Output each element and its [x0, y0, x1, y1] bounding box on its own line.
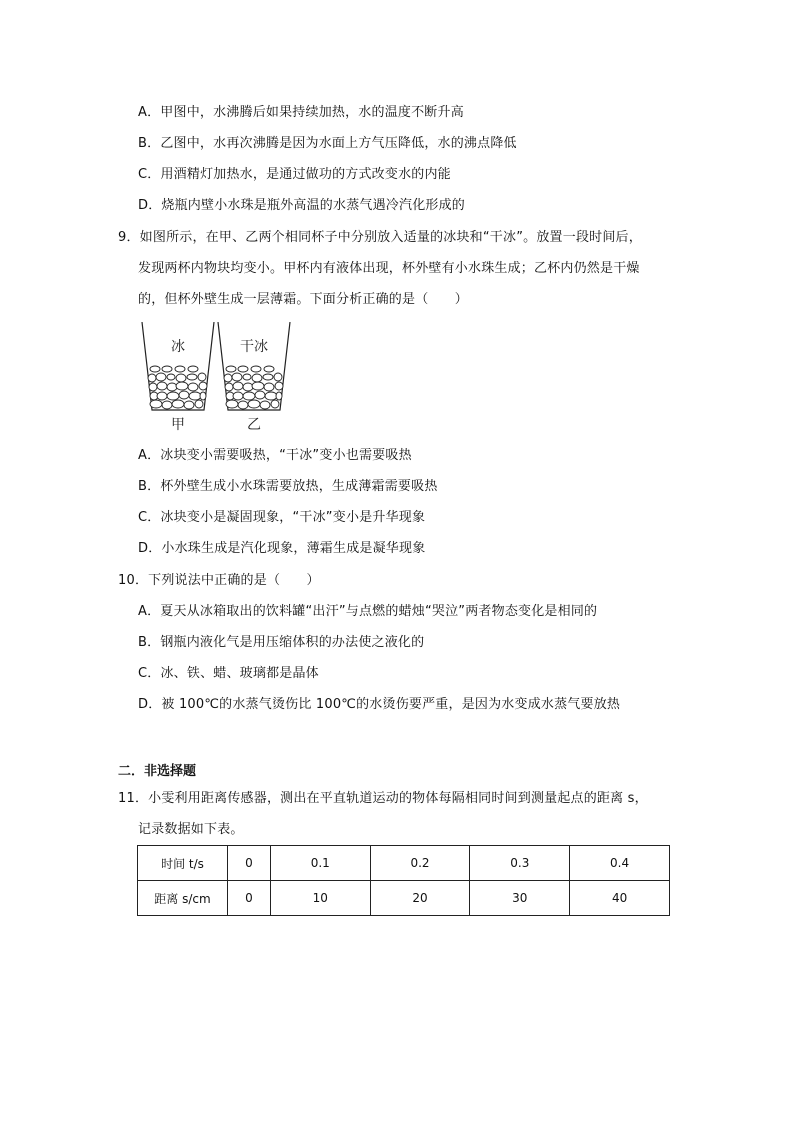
cup1-name: 甲	[171, 416, 185, 432]
table-cell: 30	[470, 881, 570, 916]
q10-stem: 10．下列说法中正确的是（ ）	[118, 573, 320, 588]
table-cell: 0.3	[470, 846, 570, 881]
table-row	[138, 846, 670, 881]
q8-option-b: B．乙图中，水再次沸腾是因为水面上方气压降低，水的沸点降低	[138, 136, 517, 151]
q11-stem-line1: 11．小雯利用距离传感器，测出在平直轨道运动的物体每隔相同时间到测量起点的距离 s，	[118, 791, 648, 806]
table-cell: 0.4	[570, 846, 670, 881]
q9-option-b: B．杯外壁生成小水珠需要放热，生成薄霜需要吸热	[138, 479, 438, 494]
cup-yi	[218, 322, 290, 432]
q9-option-d: D．小水珠生成是汽化现象，薄霜生成是凝华现象	[138, 541, 426, 556]
table-header-distance: 距离 s/cm	[138, 881, 228, 916]
q8-option-a: A．甲图中，水沸腾后如果持续加热，水的温度不断升高	[138, 105, 464, 120]
data-table	[137, 845, 670, 916]
q9-option-c: C．冰块变小是凝固现象，“干冰”变小是升华现象	[138, 510, 426, 525]
table-cell: 40	[570, 881, 670, 916]
q10-option-d: D．被 100℃的水蒸气烫伤比 100℃的水烫伤要严重，是因为水变成水蒸气要放热	[138, 697, 621, 712]
q9-stem-line2: 发现两杯内物块均变小。甲杯内有液体出现，杯外壁有小水珠生成；乙杯内仍然是干燥	[138, 261, 640, 276]
q9-option-a: A．冰块变小需要吸热，“干冰”变小也需要吸热	[138, 448, 412, 463]
table-cell: 0.1	[270, 846, 370, 881]
cup-jia	[142, 322, 214, 432]
table-cell: 10	[270, 881, 370, 916]
section-title: 二．非选择题	[118, 764, 197, 779]
cup2-name: 乙	[247, 416, 261, 432]
cup1-label: 冰	[171, 338, 185, 354]
q10-option-b: B．钢瓶内液化气是用压缩体积的办法使之液化的	[138, 635, 425, 650]
q10-option-c: C．冰、铁、蜡、玻璃都是晶体	[138, 666, 319, 681]
table-cell: 0	[228, 881, 271, 916]
table-cell: 20	[370, 881, 470, 916]
q8-option-c: C．用酒精灯加热水，是通过做功的方式改变水的内能	[138, 167, 451, 182]
q11-stem-line2: 记录数据如下表。	[138, 822, 244, 837]
table-cell: 0.2	[370, 846, 470, 881]
cups-figure	[140, 322, 300, 434]
table-row	[138, 881, 670, 916]
cup2-label: 干冰	[240, 338, 268, 354]
q9-stem-line3: 的，但杯外壁生成一层薄霜。下面分析正确的是（ ）	[138, 292, 469, 307]
table-header-time: 时间 t/s	[138, 846, 228, 881]
q8-option-d: D．烧瓶内壁小水珠是瓶外高温的水蒸气遇冷汽化形成的	[138, 198, 466, 213]
q9-stem-line1: 9．如图所示，在甲、乙两个相同杯子中分别放入适量的冰块和“干冰”。放置一段时间后，	[118, 230, 642, 245]
table-cell: 0	[228, 846, 271, 881]
q10-option-a: A．夏天从冰箱取出的饮料罐“出汗”与点燃的蜡烛“哭泣”两者物态变化是相同的	[138, 604, 598, 619]
